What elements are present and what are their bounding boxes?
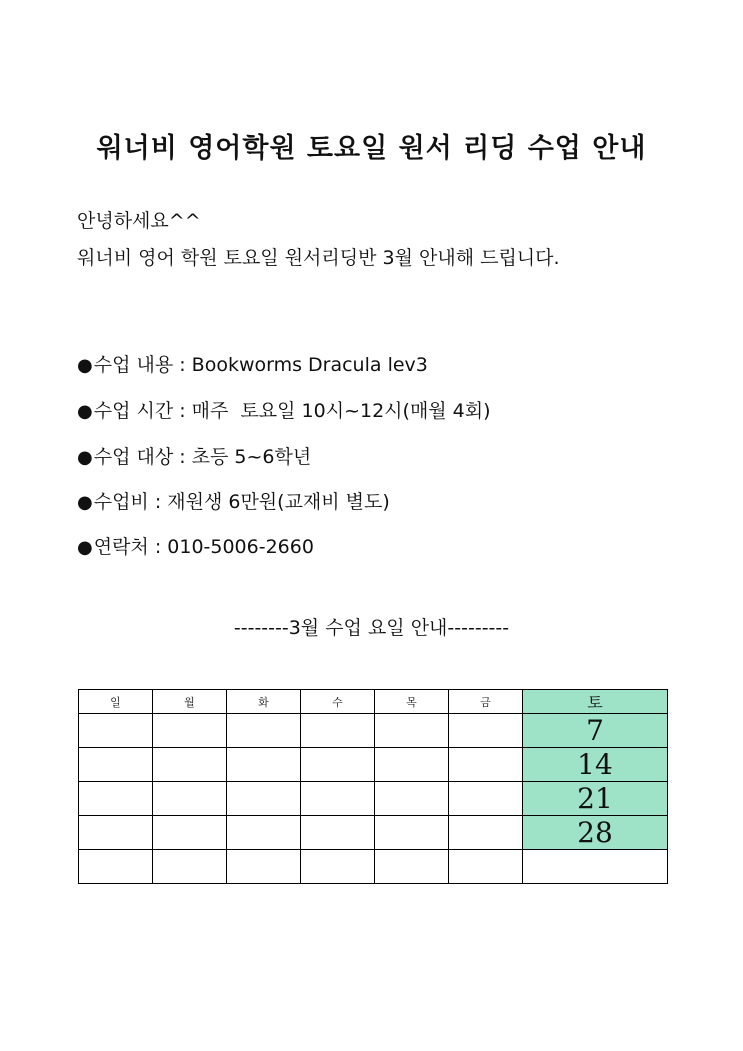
calendar-cell (375, 748, 449, 782)
calendar-cell (227, 714, 301, 748)
calendar-cell (79, 714, 153, 748)
bullet-icon: ● (77, 447, 93, 468)
bullet-icon: ● (77, 355, 93, 376)
calendar-cell (227, 782, 301, 816)
info-text: 수업 내용 : Bookworms Dracula lev3 (93, 354, 428, 376)
calendar-cell (375, 816, 449, 850)
page-title: 워너비 영어학원 토요일 원서 리딩 수업 안내 (96, 133, 647, 164)
calendar-week-row (79, 714, 668, 748)
day-header-thu: 목 (375, 690, 449, 714)
day-header-fri: 금 (449, 690, 523, 714)
calendar-cell (227, 748, 301, 782)
calendar-week-row (79, 816, 668, 850)
calendar-cell (375, 714, 449, 748)
calendar-cell (301, 748, 375, 782)
calendar-cell (449, 748, 523, 782)
info-class-content (77, 350, 428, 377)
calendar-cell (79, 782, 153, 816)
info-text: 수업 시간 : 매주 토요일 10시~12시(매월 4회) (93, 400, 491, 422)
saturday-date-cell: 14 (523, 748, 668, 782)
calendar-cell (375, 782, 449, 816)
info-fee (77, 487, 390, 514)
saturday-date-cell: 21 (523, 782, 668, 816)
calendar-cell (523, 850, 668, 884)
info-text: 연락처 : 010-5006-2660 (93, 536, 314, 558)
calendar-week-row (79, 850, 668, 884)
calendar-cell (449, 816, 523, 850)
day-header-sat: 토 (523, 690, 668, 714)
calendar-cell (227, 816, 301, 850)
bullet-icon: ● (77, 492, 93, 513)
calendar-cell (153, 748, 227, 782)
calendar-cell (227, 850, 301, 884)
day-header-wed: 수 (301, 690, 375, 714)
calendar-week-row (79, 748, 668, 782)
calendar-cell (301, 714, 375, 748)
day-header-mon: 월 (153, 690, 227, 714)
calendar-cell (301, 850, 375, 884)
bullet-icon: ● (77, 401, 93, 422)
calendar-table (78, 689, 668, 884)
day-header-tue: 화 (227, 690, 301, 714)
calendar-cell (449, 714, 523, 748)
calendar-cell (153, 782, 227, 816)
info-text: 수업 대상 : 초등 5~6학년 (93, 446, 312, 468)
calendar-week-row (79, 782, 668, 816)
info-class-time (77, 396, 491, 423)
info-text: 수업비 : 재원생 6만원(교재비 별도) (93, 491, 390, 513)
info-contact (77, 532, 314, 559)
info-target (77, 442, 311, 469)
calendar-cell (375, 850, 449, 884)
intro-line: 워너비 영어 학원 토요일 원서리딩반 3월 안내해 드립니다. (77, 247, 560, 269)
calendar-cell (79, 748, 153, 782)
calendar-cell (301, 816, 375, 850)
calendar-header-row (79, 690, 668, 714)
calendar-cell (79, 850, 153, 884)
calendar-heading: --------3월 수업 요일 안내--------- (233, 617, 510, 639)
saturday-date-cell: 28 (523, 816, 668, 850)
day-header-sun: 일 (79, 690, 153, 714)
saturday-date-cell: 7 (523, 714, 668, 748)
calendar-cell (153, 816, 227, 850)
greeting-line: 안녕하세요^^ (77, 210, 201, 232)
calendar-cell (449, 850, 523, 884)
calendar-cell (153, 850, 227, 884)
calendar-cell (79, 816, 153, 850)
calendar-cell (449, 782, 523, 816)
calendar-cell (153, 714, 227, 748)
calendar-cell (301, 782, 375, 816)
bullet-icon: ● (77, 537, 93, 558)
